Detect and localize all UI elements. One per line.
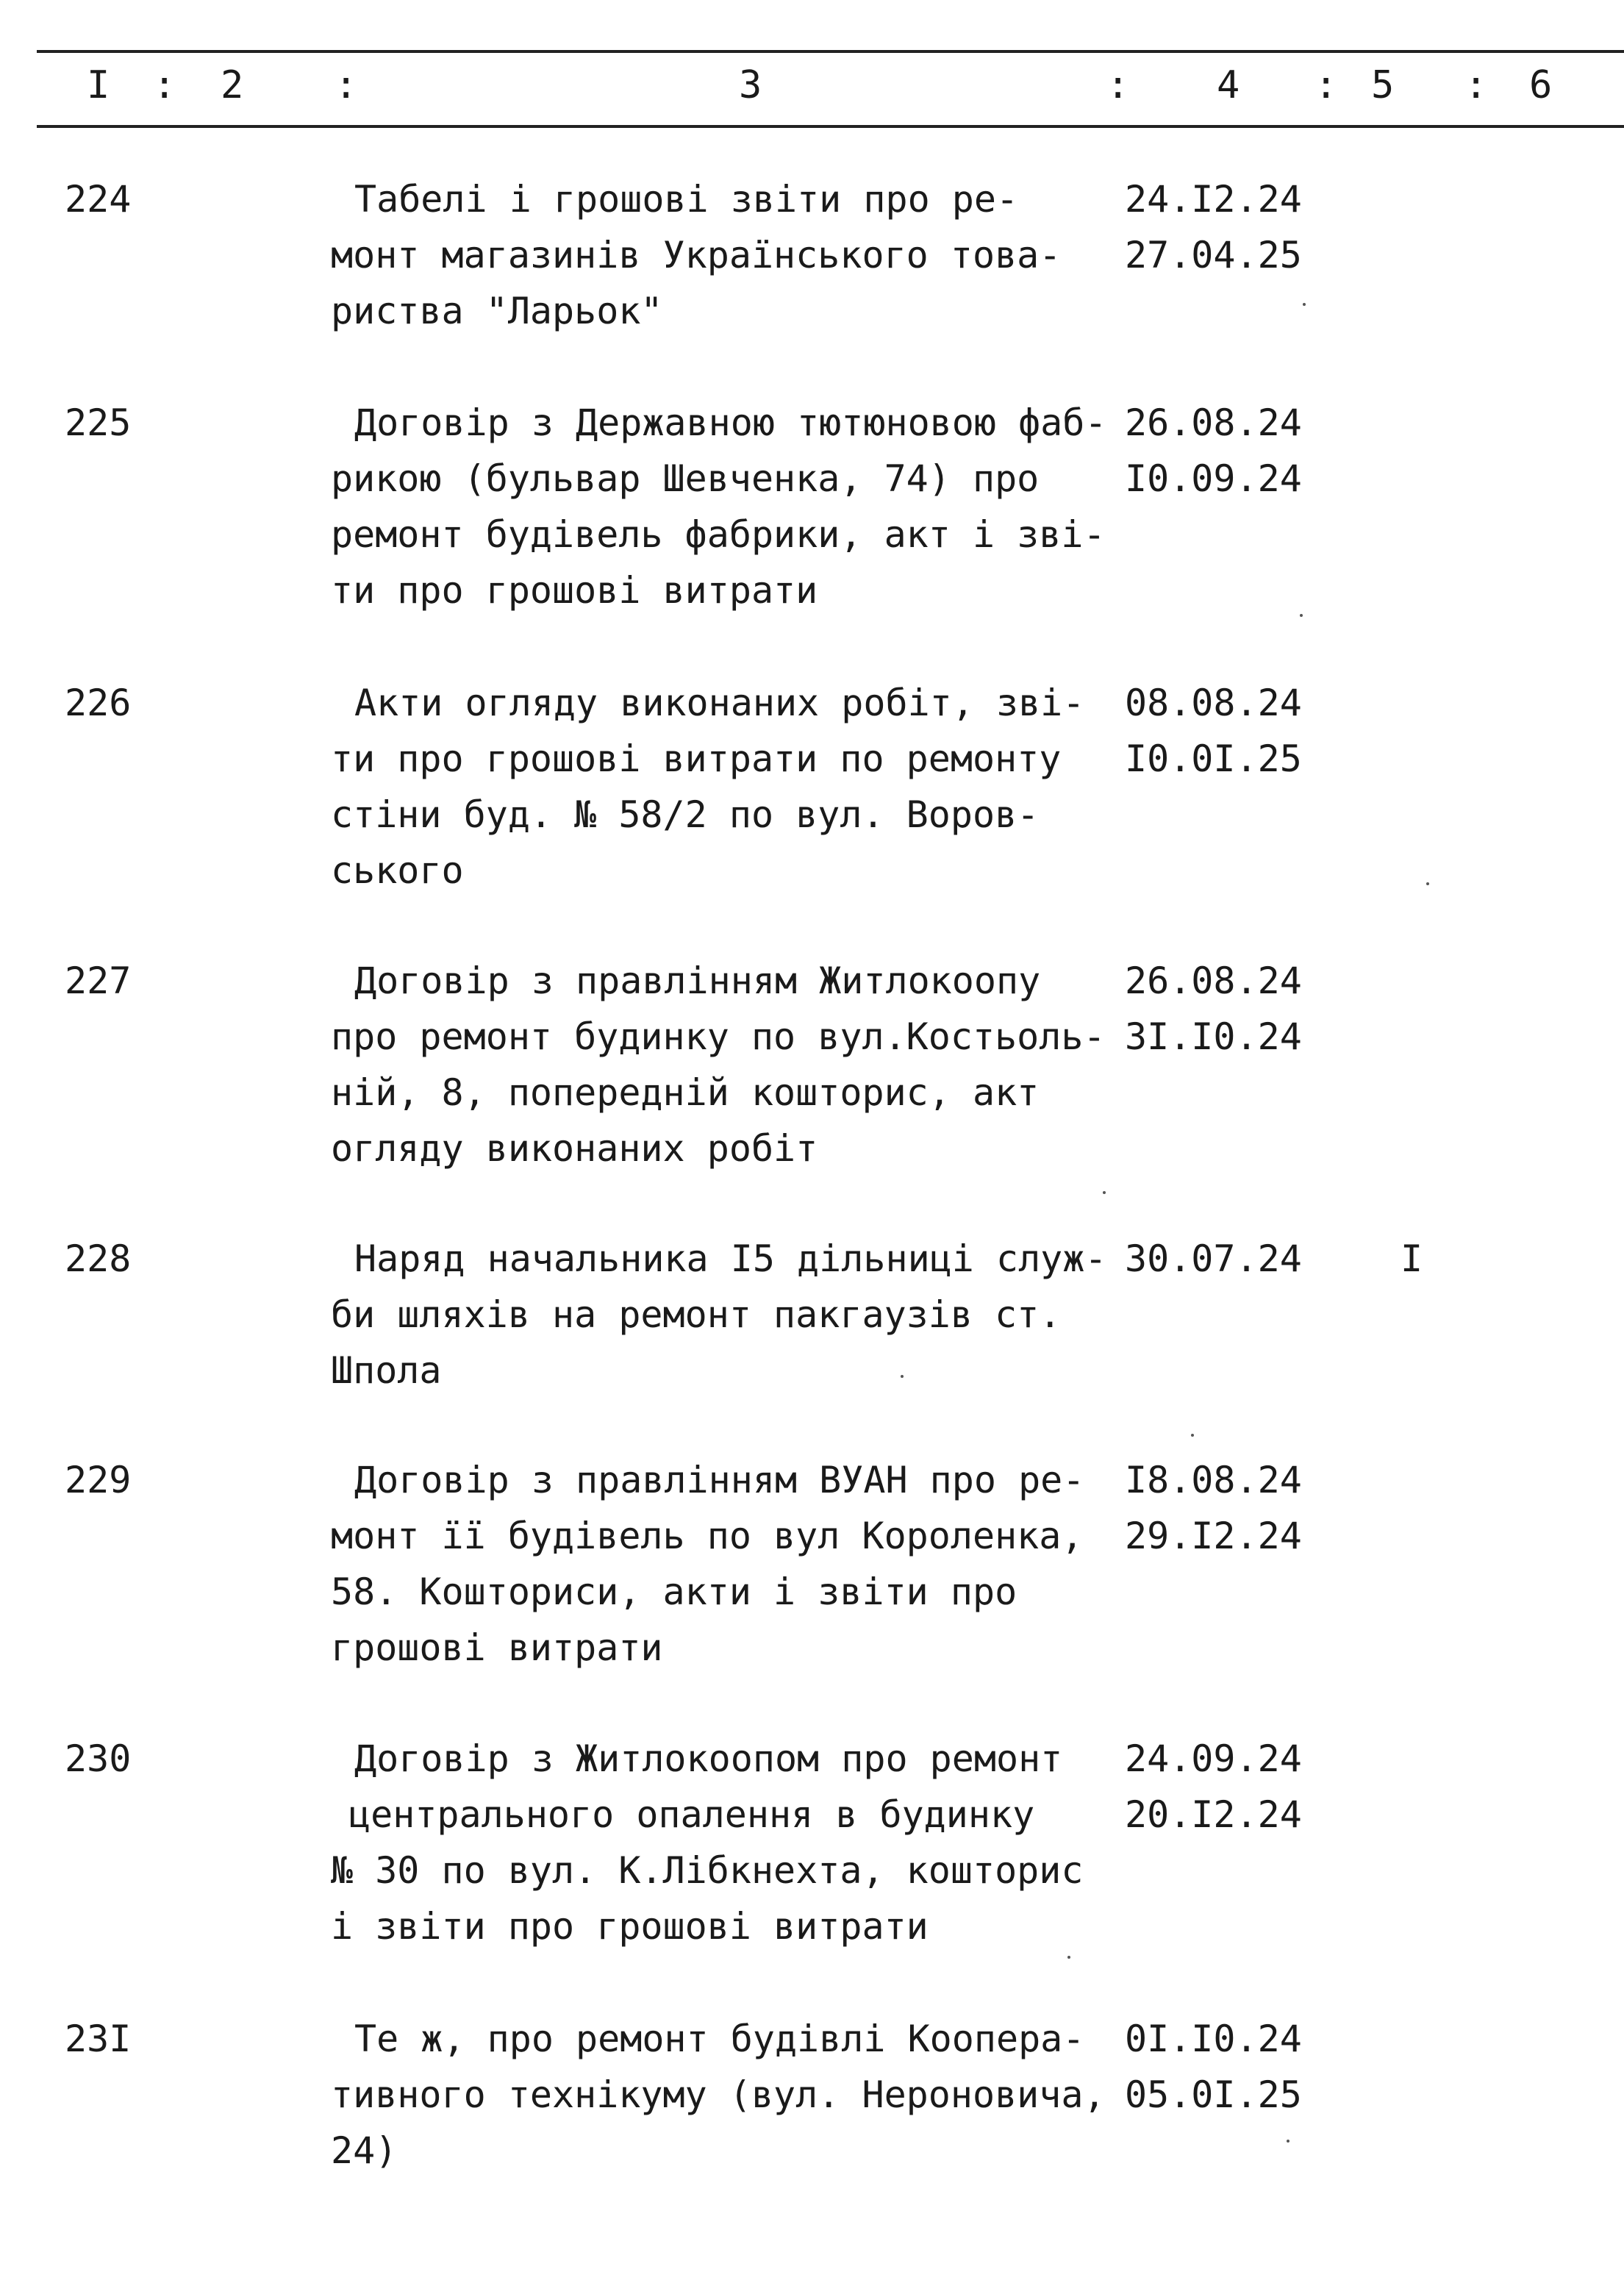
title-line: Договір з Державною тютюновою фаб-	[354, 401, 1107, 444]
date-start: 0I.I0.24	[1125, 2018, 1302, 2060]
case-title	[331, 1452, 1084, 1676]
scan-speck	[1191, 1434, 1194, 1437]
title-line: ремонт будівель фабрики, акт і зві-	[331, 513, 1106, 556]
header-col-3: 3	[739, 63, 762, 107]
case-number: 227	[65, 960, 132, 1002]
header-col-2: 2	[221, 63, 244, 107]
header-separator-5: :	[1464, 63, 1488, 107]
date-start: I8.08.24	[1125, 1459, 1302, 1501]
title-line: № 30 по вул. К.Лібкнехта, кошторис	[331, 1849, 1084, 1892]
case-title	[331, 1231, 1107, 1398]
date-start: 30.07.24	[1125, 1237, 1302, 1280]
title-line: тивного технікуму (вул. Нероновича,	[331, 2073, 1106, 2116]
case-title	[331, 395, 1107, 618]
title-line: ти про грошові витрати	[331, 569, 818, 612]
case-dates	[1125, 1231, 1302, 1287]
case-number: 23I	[65, 2018, 132, 2060]
header-col-5: 5	[1371, 63, 1395, 107]
scan-speck	[1303, 303, 1306, 306]
header-col-6: 6	[1529, 63, 1553, 107]
date-end: 27.04.25	[1125, 234, 1302, 276]
title-line: огляду виконаних робіт	[331, 1127, 818, 1170]
case-title	[331, 1731, 1084, 1954]
scan-speck	[901, 1375, 904, 1378]
case-dates	[1125, 675, 1302, 787]
title-line: центрального опалення в будинку	[348, 1793, 1035, 1836]
title-line: ти про грошові витрати по ремонту	[331, 737, 1062, 780]
case-dates	[1125, 395, 1302, 507]
scan-speck	[1067, 1956, 1070, 1959]
header-separator-1: :	[153, 63, 176, 107]
case-number: 225	[65, 401, 132, 444]
title-line: і звіти про грошові витрати	[331, 1905, 929, 1948]
case-dates	[1125, 171, 1302, 283]
title-line: монт її будівель по вул Короленка,	[331, 1515, 1084, 1557]
date-start: 08.08.24	[1125, 682, 1302, 724]
case-number: 226	[65, 682, 132, 724]
title-line: Те ж, про ремонт будівлі Коопера-	[354, 2018, 1085, 2060]
title-line: Договір з правлінням Житлокоопу	[354, 960, 1041, 1002]
scan-speck	[1300, 614, 1303, 617]
header-top-rule	[37, 50, 1624, 53]
title-line: Акти огляду виконаних робіт, зві-	[354, 682, 1085, 724]
header-bottom-rule	[37, 125, 1624, 128]
date-end: I0.0I.25	[1125, 737, 1302, 780]
title-line: Табелі і грошові звіти про ре-	[354, 178, 1019, 221]
case-title	[331, 675, 1084, 898]
title-line: 58. Кошториси, акти і звіти про	[331, 1571, 1017, 1613]
title-line: рикою (бульвар Шевченка, 74) про	[331, 457, 1040, 500]
title-line: риства "Ларьок"	[331, 290, 663, 332]
case-title	[331, 2011, 1106, 2179]
header-separator-3: :	[1106, 63, 1130, 107]
header-separator-2: :	[335, 63, 358, 107]
title-line: Наряд начальника I5 дільниці служ-	[354, 1237, 1107, 1280]
title-line: Договір з правлінням ВУАН про ре-	[354, 1459, 1085, 1501]
title-line: би шляхів на ремонт пакгаузів ст.	[331, 1293, 1062, 1336]
title-line: монт магазинів Українського това-	[331, 234, 1062, 276]
date-start: 24.I2.24	[1125, 178, 1302, 221]
header-col-1: I	[87, 63, 110, 107]
case-number: 224	[65, 178, 132, 221]
date-end: 20.I2.24	[1125, 1793, 1302, 1836]
case-dates	[1125, 2011, 1302, 2123]
case-dates	[1125, 1452, 1302, 1564]
title-line: стіни буд. № 58/2 по вул. Воров-	[331, 793, 1040, 836]
header-separator-4: :	[1314, 63, 1338, 107]
date-start: 26.08.24	[1125, 960, 1302, 1002]
case-number: 230	[65, 1737, 132, 1780]
title-line: ній, 8, попередній кошторис, акт	[331, 1071, 1040, 1114]
title-line: 24)	[331, 2129, 398, 2172]
title-line: про ремонт будинку по вул.Костьоль-	[331, 1015, 1106, 1058]
date-end: I0.09.24	[1125, 457, 1302, 500]
scan-speck	[1287, 2140, 1289, 2143]
date-start: 24.09.24	[1125, 1737, 1302, 1780]
header-col-4: 4	[1217, 63, 1240, 107]
case-dates	[1125, 1731, 1302, 1843]
title-line: ського	[331, 849, 464, 892]
case-title	[331, 953, 1106, 1176]
date-end: 3I.I0.24	[1125, 1015, 1302, 1058]
case-number: 229	[65, 1459, 132, 1501]
date-start: 26.08.24	[1125, 401, 1302, 444]
scan-speck	[1103, 1191, 1106, 1194]
date-end: 05.0I.25	[1125, 2073, 1302, 2116]
case-number: 228	[65, 1237, 132, 1280]
date-end: 29.I2.24	[1125, 1515, 1302, 1557]
sheet-count: I	[1401, 1237, 1423, 1280]
title-line: Договір з Житлокоопом про ремонт	[354, 1737, 1063, 1780]
title-line: грошові витрати	[331, 1626, 663, 1669]
case-title	[331, 171, 1061, 339]
case-dates	[1125, 953, 1302, 1065]
title-line: Шпола	[331, 1349, 442, 1392]
scan-speck	[1426, 882, 1429, 885]
